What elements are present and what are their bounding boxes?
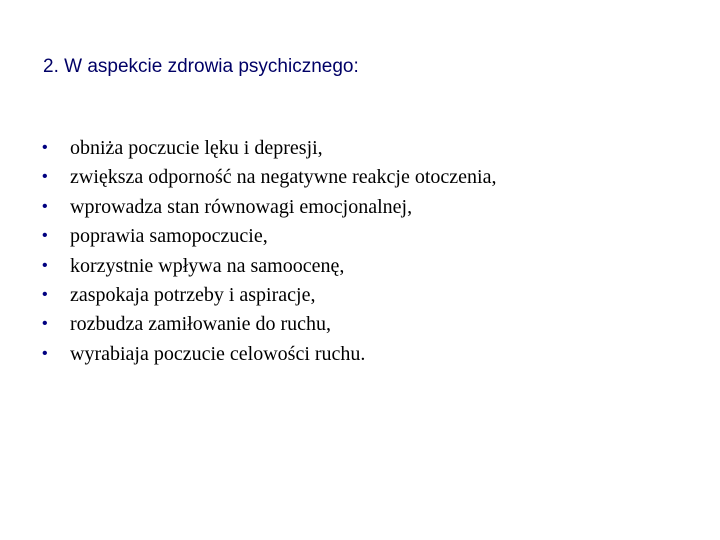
bullet-icon: •	[42, 168, 48, 186]
list-item-text: wyrabiaja poczucie celowości ruchu.	[70, 342, 366, 365]
slide-title: 2. W aspekcie zdrowia psychicznego:	[43, 56, 359, 77]
list-item-text: poprawia samopoczucie,	[70, 225, 268, 248]
list-item-text: obniża poczucie lęku i depresji,	[70, 137, 323, 159]
bullet-icon: •	[42, 315, 48, 333]
bullet-icon: •	[42, 197, 48, 215]
bullet-icon: •	[42, 285, 48, 303]
list-item-text: rozbudza zamiłowanie do ruchu,	[70, 313, 332, 336]
list-item-text: wprowadza stan równowagi emocjonalnej,	[70, 195, 413, 218]
bullet-icon: •	[42, 344, 48, 362]
list-item-text: zwiększa odporność na negatywne reakcje otoczenia,	[70, 166, 497, 189]
bullet-icon: •	[42, 227, 48, 245]
list-item-text: korzystnie wpływa na samoocenę,	[70, 254, 345, 277]
bullet-icon: •	[42, 256, 48, 274]
bullet-icon: •	[42, 139, 48, 156]
list-item-text: zaspokaja potrzeby i aspiracje,	[70, 283, 316, 306]
